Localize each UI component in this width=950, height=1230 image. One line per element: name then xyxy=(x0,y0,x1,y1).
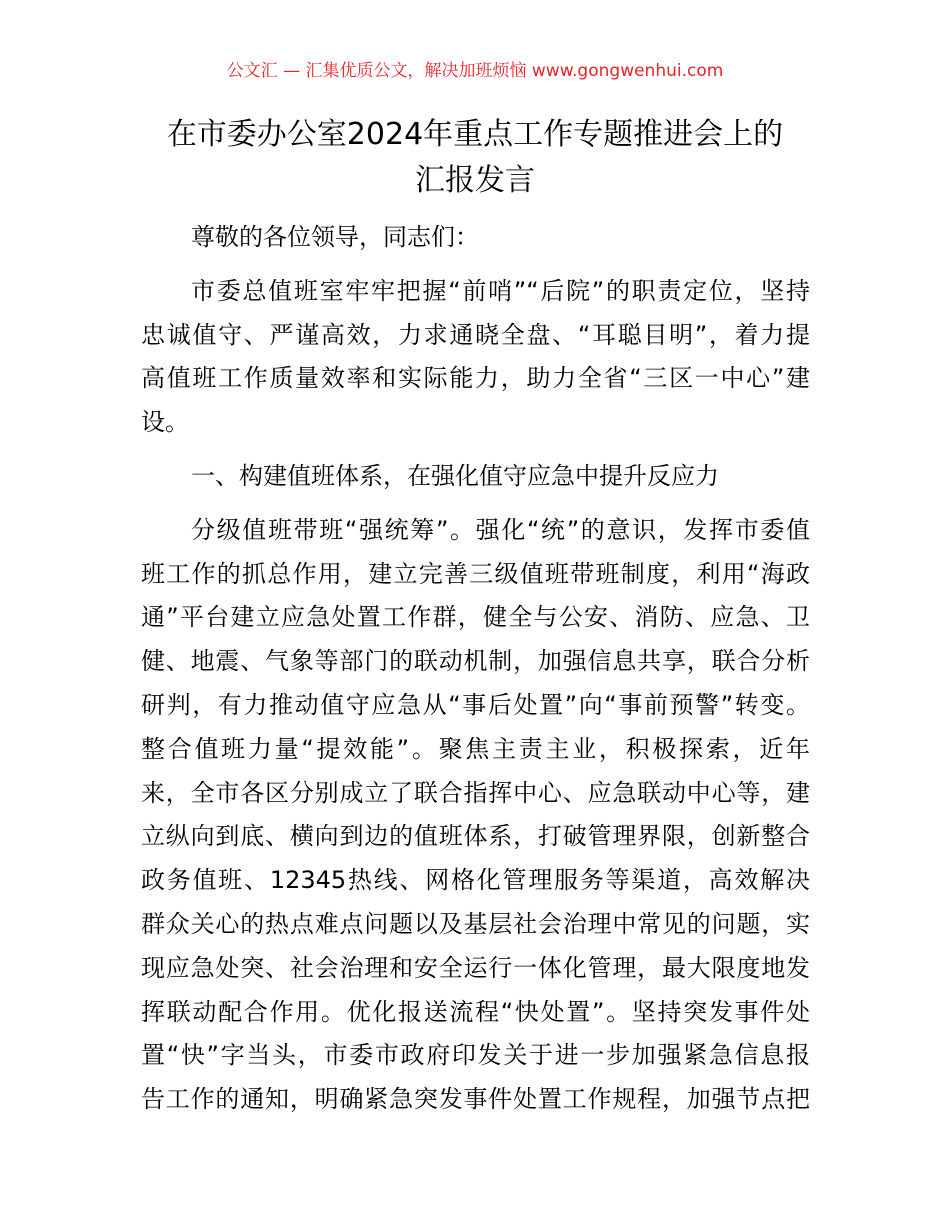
text-line: 通”平台建立应急处置工作群，健全与公安、消防、应急、卫 xyxy=(141,603,810,632)
text-line: 忠诚值守、严谨高效，力求通晓全盘、“耳聪目明”，着力提 xyxy=(141,320,810,349)
text-line: 研判，有力推动值守应急从“事后处置”向“事前预警”转变。 xyxy=(141,690,810,719)
paragraph-intro xyxy=(141,270,810,445)
title-line: 汇报发言 xyxy=(415,163,535,198)
text-line: 整合值班力量“提效能”。聚焦主责主业，积极探索，近年 xyxy=(141,734,810,763)
greeting: 尊敬的各位领导，同志们： xyxy=(191,223,479,251)
text-line: 现应急处突、社会治理和安全运行一体化管理，最大限度地发 xyxy=(141,953,810,982)
watermark-banner: 公文汇 — 汇集优质公文，解决加班烦恼 www.gongwenhui.com xyxy=(226,61,724,81)
text-line: 群众关心的热点难点问题以及基层社会治理中常见的问题，实 xyxy=(141,909,810,938)
text-line: 挥联动配合作用。优化报送流程“快处置”。坚持突发事件处 xyxy=(141,997,810,1026)
text-line: 设。 xyxy=(141,408,189,437)
text-line: 分级值班带班“强统筹”。强化“统”的意识，发挥市委值 xyxy=(191,515,810,544)
document-title xyxy=(130,112,820,204)
title-line: 在市委办公室2024年重点工作专题推进会上的 xyxy=(166,117,784,152)
text-line: 班工作的抓总作用，建立完善三级值班带班制度，利用“海政 xyxy=(141,559,810,588)
text-line: 告工作的通知，明确紧急突发事件处置工作规程，加强节点把 xyxy=(141,1085,810,1114)
text-line: 置“快”字当头，市委市政府印发关于进一步加强紧急信息报 xyxy=(141,1041,810,1070)
text-line: 健、地震、气象等部门的联动机制，加强信息共享，联合分析 xyxy=(141,647,810,676)
text-line: 立纵向到底、横向到边的值班体系，打破管理界限，创新整合 xyxy=(141,822,810,851)
paragraph-section1 xyxy=(141,509,810,1122)
text-line: 市委总值班室牢牢把握“前哨”“后院”的职责定位，坚持 xyxy=(191,276,810,305)
text-line: 政务值班、12345热线、网格化管理服务等渠道，高效解决 xyxy=(141,866,810,895)
text-line: 来，全市各区分别成立了联合指挥中心、应急联动中心等，建 xyxy=(141,778,810,807)
section-heading: 一、构建值班体系，在强化值守应急中提升反应力 xyxy=(191,461,719,490)
text-line: 高值班工作质量效率和实际能力，助力全省“三区一中心”建 xyxy=(141,364,810,393)
document-body xyxy=(141,216,810,1122)
